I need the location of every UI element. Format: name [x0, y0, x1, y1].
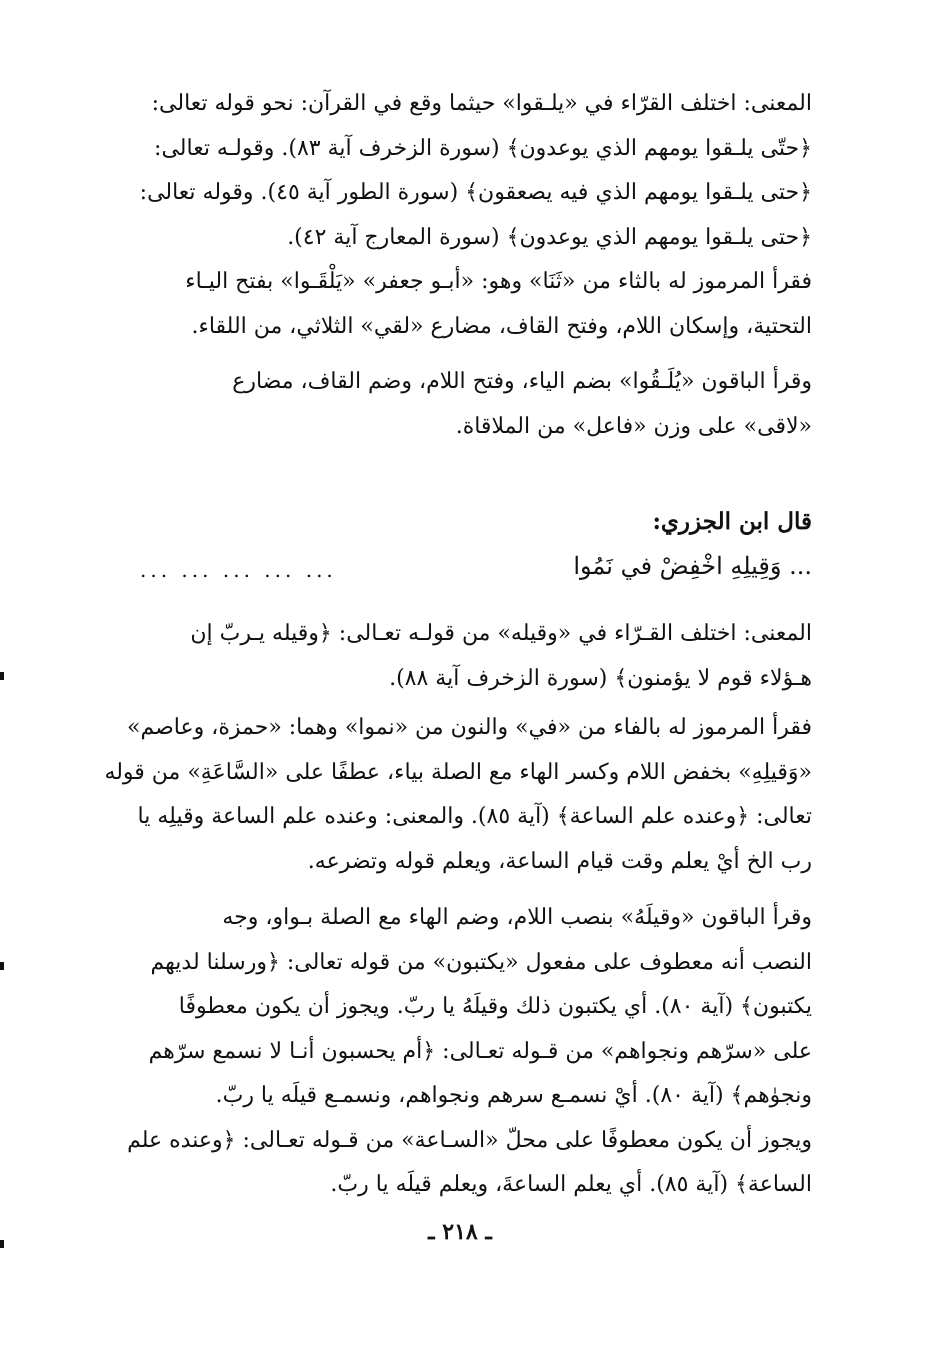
paragraph-meaning-1: [102, 82, 812, 260]
text-line: المعنى: اختلف القـرّاء في «وقيله» من قولـه تعـالى: ﴿وقيله يـربّ إن: [190, 621, 812, 646]
scan-mark: [0, 672, 4, 680]
text-line: على «سرّهم ونجواهم» من قـوله تعـالى: ﴿أم يحسبون أنـا لا نسمع سرّهم: [148, 1038, 812, 1064]
paragraph-reading-hamza-asim: [102, 706, 812, 884]
text-line: «لاقى» على وزن «فاعل» من الملاقاة.: [455, 413, 812, 439]
text-line: ويجوز أن يكون معطوفًا على محلّ «السـاعة» من قـوله تعـالى: ﴿وعنده علم: [127, 1127, 812, 1153]
text-line: يكتبون﴾ (آية ٨٠). أي يكتبون ذلك وقيلَهُ يا ربّ. ويجوز أن يكون معطوفًا: [178, 994, 812, 1019]
poem-verse: ... وَقِيلِهِ اخْفِضْ في نَمُوا: [573, 552, 812, 580]
text-line: وقرأ الباقون «وقيلَهُ» بنصب اللام، وضم الهاء مع الصلة بـواو، وجه: [222, 905, 812, 930]
text-line: ﴿حتى يلـقوا يومهم الذي فيه يصعقون﴾ (سورة الطور آية ٤٥). وقوله تعالى:: [139, 180, 812, 205]
poet-heading: قال ابن الجزري:: [652, 508, 812, 535]
paragraph-reading-others-2: [102, 896, 812, 1208]
scan-mark: [0, 1240, 4, 1248]
text-line: النصب أنه معطوف على مفعول «يكتبون» من قوله تعالى: ﴿ورسلنا لديهم: [150, 949, 812, 975]
text-line: الساعة﴾ (آية ٨٥). أي يعلم الساعةَ، ويعلم قيلَه يا ربّ.: [330, 1172, 812, 1197]
paragraph-reading-abu-jafar: [102, 260, 812, 349]
paragraph-reading-others: [102, 360, 812, 449]
verse-ellipsis: ... ... ... ... ...: [140, 558, 337, 582]
text-line: وقرأ الباقون «يُلَـقُوا» بضم الياء، وفتح اللام، وضم القاف، مضارع: [232, 369, 812, 394]
text-line: فقرأ المرموز له بالثاء من «ثَنَا» وهو: «أبـو جعفر» «يَلْقَـوا» بفتح اليـاء: [185, 269, 812, 294]
text-line: «وَقيلِهِ» بخفض اللام وكسر الهاء مع الصلة بياء، عطفًا على «السَّاعَةِ» من قوله: [104, 759, 812, 785]
text-line: تعالى: ﴿وعنده علم الساعة﴾ (آية ٨٥). والمعنى: وعنده علم الساعة وقيلِه يا: [137, 804, 812, 829]
text-line: هـؤلاء قوم لا يؤمنون﴾ (سورة الزخرف آية ٨٨).: [389, 665, 812, 691]
paragraph-meaning-2: [102, 612, 812, 701]
scan-mark: [0, 962, 4, 970]
text-line: ونجوٰهم﴾ (آية ٨٠). أيْ نسمـع سرهم ونجواهم، ونسمـع قيلَه يا ربّ.: [215, 1083, 812, 1108]
text-line: ﴿حتى يلـقوا يومهم الذي يوعدون﴾ (سورة المعارج آية ٤٢).: [287, 224, 812, 250]
page-number: ـ ٢١٨ ـ: [428, 1219, 492, 1245]
text-line: المعنى: اختلف القرّاء في «يلـقوا» حيثما وقع في القرآن: نحو قوله تعالى:: [151, 91, 812, 116]
text-line: فقرأ المرموز له بالفاء من «في» والنون من «نموا» وهما: «حمزة، وعاصم»: [127, 715, 812, 740]
text-line: ﴿حتّى يلـقوا يومهم الذي يوعدون﴾ (سورة الزخرف آية ٨٣). وقولـه تعالى:: [154, 135, 812, 161]
text-line: التحتية، وإسكان اللام، وفتح القاف، مضارع «لقي» الثلاثي، من اللقاء.: [191, 313, 812, 339]
text-line: رب الخ أيْ يعلم وقت قيام الساعة، ويعلم قوله وتضرعه.: [307, 848, 812, 874]
